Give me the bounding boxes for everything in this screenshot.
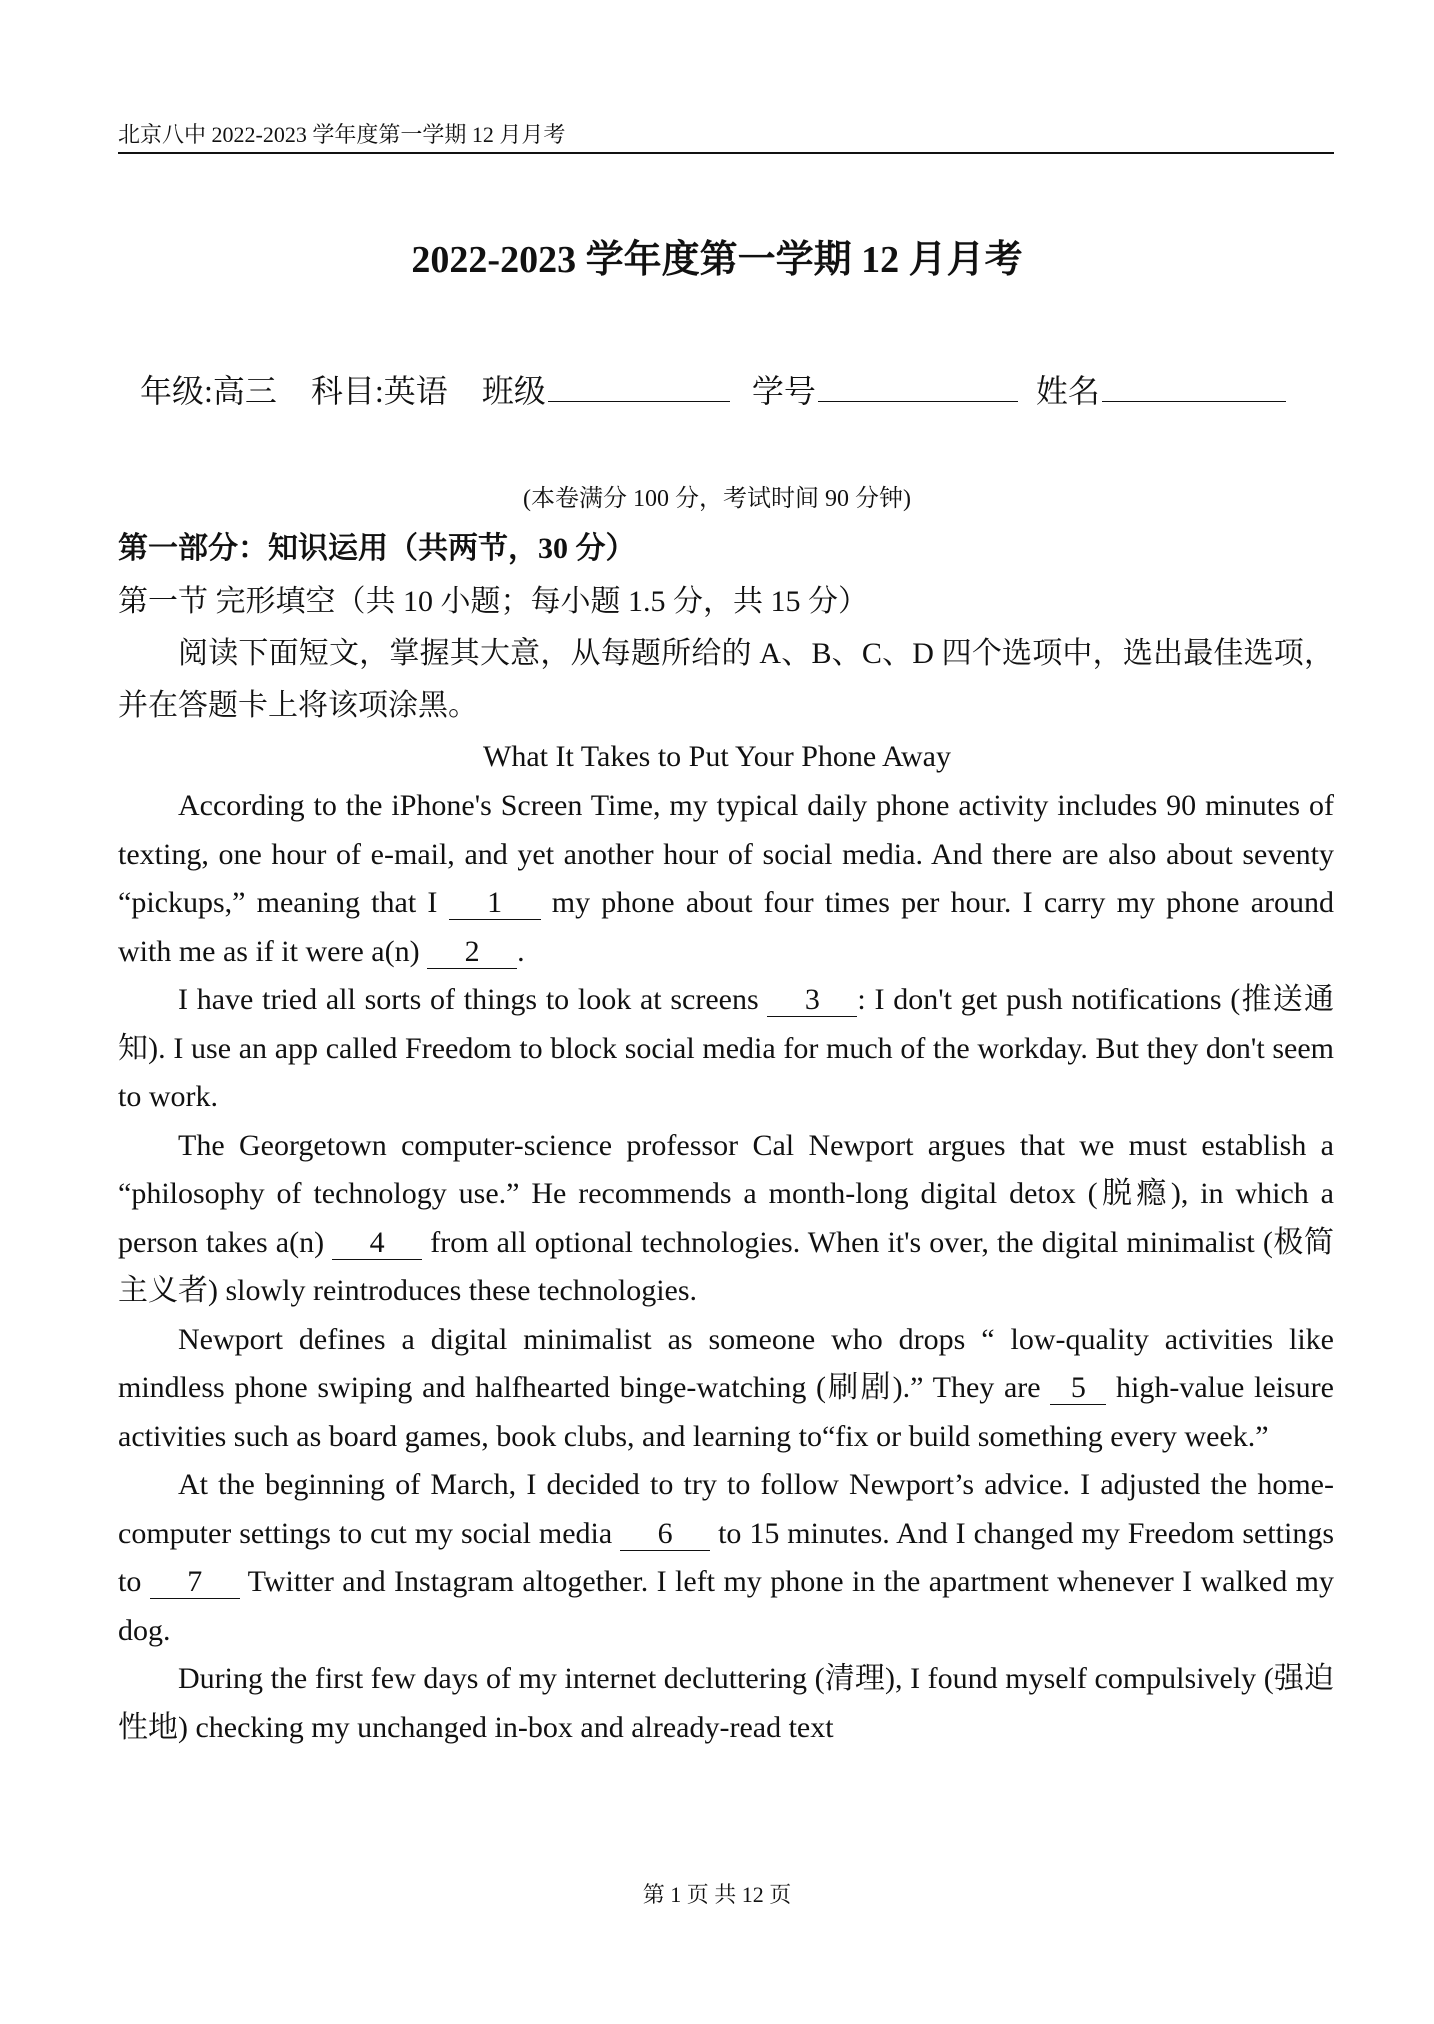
paragraph-5: At the beginning of March, I decided to try to follow Newport’s advice. I adjusted the home-computer settings to cut my social media 6 to 15 minutes. And I changed my Freedom settings to 7 Twitter and Instagram altogether. I left my phone in the apartment whenever I walked my dog. xyxy=(118,1468,1335,1647)
paragraph-4: Newport defines a digital minimalist as someone who drops “ low-quality activities like mindless phone swiping and halfhearted binge-watching (刷剧).” They are 5 high-value leisure activities such as board games, book clubs, and learning to“fix or build something every week.” xyxy=(118,1322,1334,1453)
cloze-blank-1: 1 xyxy=(449,887,541,920)
instructions: 阅读下面短文，掌握其大意，从每题所给的 A、B、C、D 四个选项中，选出最佳选项，并在答题卡上将该项涂黑。 xyxy=(118,637,1334,722)
paragraph-2: I have tried all sorts of things to look at screens 3 : I don't get push notifications (推送通知). I use an app called Freedom to block social media for much of the workday. But they don't seem to work. xyxy=(118,983,1334,1113)
section-heading: 第一节 完形填空（共 10 小题；每小题 1.5 分，共 15 分） xyxy=(118,585,868,618)
exam-title: 2022-2023 学年度第一学期 12 月月考 xyxy=(411,239,1023,281)
passage-title: What It Takes to Put Your Phone Away xyxy=(483,740,951,773)
grade-label: 年级:高三 xyxy=(140,373,277,409)
part-heading: 第一部分：知识运用（共两节，30 分） xyxy=(118,532,636,565)
student-id-label: 学号 xyxy=(751,373,816,409)
score-note: (本卷满分 100 分，考试时间 90 分钟) xyxy=(523,486,911,512)
paragraph-6: During the first few days of my internet decluttering (清理), I found myself compulsively (强迫性地) checking my unchanged in-box and already-read text xyxy=(118,1662,1334,1744)
name-label: 姓名 xyxy=(1035,373,1100,409)
cloze-blank-7: 7 xyxy=(150,1566,240,1599)
cloze-passage xyxy=(118,782,1334,1752)
cloze-blank-5: 5 xyxy=(1050,1372,1106,1405)
class-field[interactable] xyxy=(548,371,730,402)
student-info-line xyxy=(140,366,1286,412)
cloze-blank-2: 2 xyxy=(427,936,517,969)
running-header: 北京八中 2022-2023 学年度第一学期 12 月月考 xyxy=(118,122,566,147)
name-field[interactable] xyxy=(1102,371,1286,402)
student-id-field[interactable] xyxy=(818,371,1018,402)
paragraph-1: According to the iPhone's Screen Time, my typical daily phone activity includes 90 minutes of texting, one hour of e-mail, and yet another hour of social media. And there are also about seventy “pickups,” meaning that I 1 my phone about four times per hour. I carry my phone around with me as if it were a(n) 2 . xyxy=(118,789,1334,968)
header-divider xyxy=(118,152,1334,154)
page-number: 第 1 页 共 12 页 xyxy=(642,1882,792,1907)
class-label: 班级 xyxy=(481,373,546,409)
cloze-blank-6: 6 xyxy=(620,1518,710,1551)
cloze-blank-4: 4 xyxy=(332,1227,422,1260)
paragraph-3: The Georgetown computer-science professor Cal Newport argues that we must establish a “philosophy of technology use.” He recommends a month-long digital detox (脱瘾), in which a person takes a(n) 4 from all optional technologies. When it's over, the digital minimalist (极简主义者) slowly reintroduces these technologies. xyxy=(118,1128,1334,1307)
subject-label: 科目:英语 xyxy=(310,373,448,409)
cloze-blank-3: 3 xyxy=(767,984,857,1017)
